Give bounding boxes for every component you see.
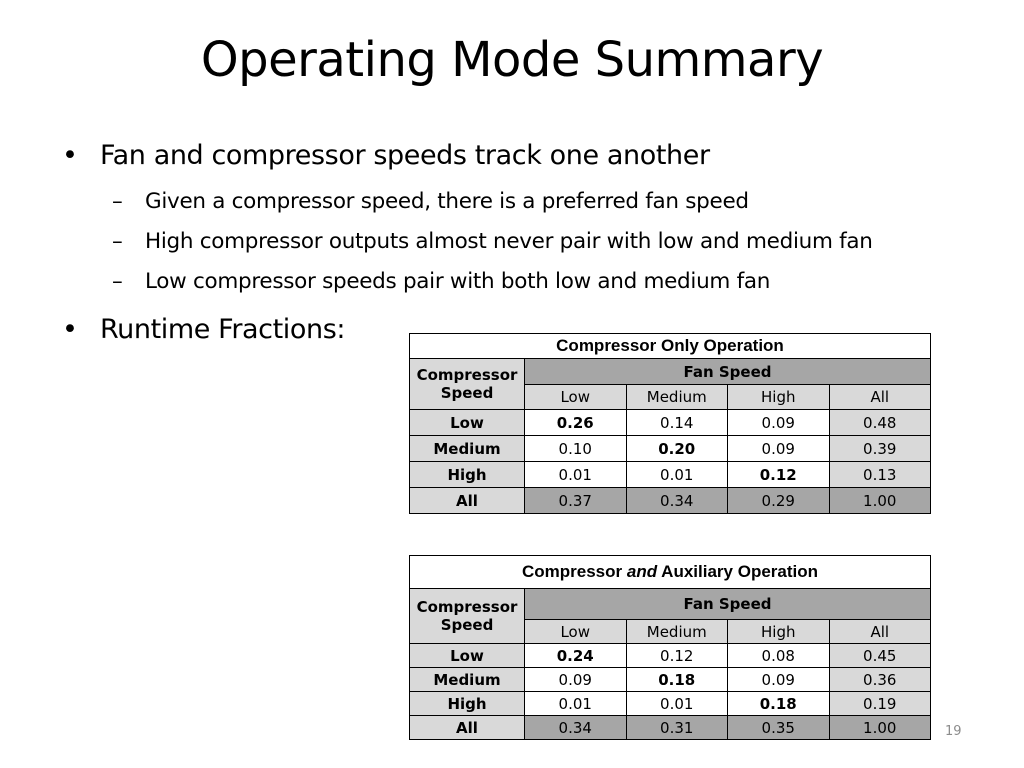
table-cell: 0.34 bbox=[525, 716, 627, 740]
row-header-cell: Compressor Speed bbox=[410, 589, 525, 644]
caption-part: Auxiliary Operation bbox=[657, 562, 819, 581]
table-cell: 0.35 bbox=[728, 716, 830, 740]
table-row bbox=[410, 692, 931, 716]
dash-marker: – bbox=[112, 269, 123, 294]
row-header-cell: Compressor Speed bbox=[410, 359, 525, 410]
sub-bullet-text: Given a compressor speed, there is a preferred fan speed bbox=[145, 189, 749, 214]
sub-bullet-text: High compressor outputs almost never pair with low and medium fan bbox=[145, 229, 873, 254]
sub-bullet-item bbox=[62, 267, 1002, 296]
table-cell: 0.12 bbox=[626, 644, 728, 668]
column-header: All bbox=[829, 385, 931, 410]
column-header: Medium bbox=[626, 385, 728, 410]
table-cell: 0.31 bbox=[626, 716, 728, 740]
sub-bullet-item bbox=[62, 187, 1002, 216]
row-label: Low bbox=[410, 410, 525, 436]
caption-part: Compressor bbox=[521, 562, 627, 581]
runtime-table-compressor-only bbox=[409, 333, 931, 514]
table-row bbox=[410, 436, 931, 462]
runtime-table-compressor-auxiliary bbox=[409, 555, 931, 740]
row-label: High bbox=[410, 692, 525, 716]
table-row bbox=[410, 644, 931, 668]
table-row bbox=[410, 410, 931, 436]
bullet-item bbox=[62, 138, 1002, 174]
table-cell: 0.09 bbox=[728, 668, 830, 692]
table-cell: 0.19 bbox=[829, 692, 931, 716]
table-cell: 0.45 bbox=[829, 644, 931, 668]
table-cell: 0.09 bbox=[525, 668, 627, 692]
column-header: All bbox=[829, 620, 931, 644]
column-header: Low bbox=[525, 385, 627, 410]
row-label: Low bbox=[410, 644, 525, 668]
table-cell: 0.34 bbox=[626, 488, 728, 514]
bullet-text: Fan and compressor speeds track one another bbox=[100, 140, 710, 171]
column-header: High bbox=[728, 620, 830, 644]
table-cell: 1.00 bbox=[829, 716, 931, 740]
table-cell: 0.37 bbox=[525, 488, 627, 514]
table-cell: 0.09 bbox=[728, 410, 830, 436]
table-cell: 0.36 bbox=[829, 668, 931, 692]
table-cell: 0.01 bbox=[525, 692, 627, 716]
table-row bbox=[410, 668, 931, 692]
table-cell: 0.48 bbox=[829, 410, 931, 436]
table-cell: 0.29 bbox=[728, 488, 830, 514]
table-cell: 1.00 bbox=[829, 488, 931, 514]
column-header: High bbox=[728, 385, 830, 410]
table-cell: 0.14 bbox=[626, 410, 728, 436]
table-row bbox=[410, 488, 931, 514]
caption-emphasis: and bbox=[626, 562, 658, 581]
row-label: High bbox=[410, 462, 525, 488]
slide-title: Operating Mode Summary bbox=[200, 32, 824, 88]
bullet-list bbox=[62, 138, 1002, 348]
table-cell: 0.39 bbox=[829, 436, 931, 462]
table-caption: Compressor Only Operation bbox=[410, 334, 931, 359]
row-label: Medium bbox=[410, 668, 525, 692]
page-number: 19 bbox=[945, 724, 962, 739]
row-label: Medium bbox=[410, 436, 525, 462]
column-header: Medium bbox=[626, 620, 728, 644]
dash-marker: – bbox=[112, 229, 123, 254]
sub-bullet-item bbox=[62, 227, 1002, 256]
table-cell: 0.13 bbox=[829, 462, 931, 488]
table-row bbox=[410, 716, 931, 740]
table-cell: 0.26 bbox=[525, 410, 627, 436]
row-label: All bbox=[410, 716, 525, 740]
table-cell: 0.12 bbox=[728, 462, 830, 488]
table-cell: 0.01 bbox=[626, 692, 728, 716]
table-cell: 0.18 bbox=[626, 668, 728, 692]
table-cell: 0.10 bbox=[525, 436, 627, 462]
bullet-text: Runtime Fractions: bbox=[100, 314, 346, 345]
column-group-header: Fan Speed bbox=[525, 589, 931, 620]
table-cell: 0.01 bbox=[626, 462, 728, 488]
table-caption bbox=[410, 556, 931, 589]
column-header: Low bbox=[525, 620, 627, 644]
table-cell: 0.20 bbox=[626, 436, 728, 462]
row-label: All bbox=[410, 488, 525, 514]
table-cell: 0.24 bbox=[525, 644, 627, 668]
table-cell: 0.18 bbox=[728, 692, 830, 716]
dash-marker: – bbox=[112, 189, 123, 214]
table-cell: 0.09 bbox=[728, 436, 830, 462]
table-row bbox=[410, 462, 931, 488]
table-cell: 0.01 bbox=[525, 462, 627, 488]
table-cell: 0.08 bbox=[728, 644, 830, 668]
column-group-header: Fan Speed bbox=[525, 359, 931, 385]
sub-bullet-text: Low compressor speeds pair with both low and medium fan bbox=[145, 269, 771, 294]
